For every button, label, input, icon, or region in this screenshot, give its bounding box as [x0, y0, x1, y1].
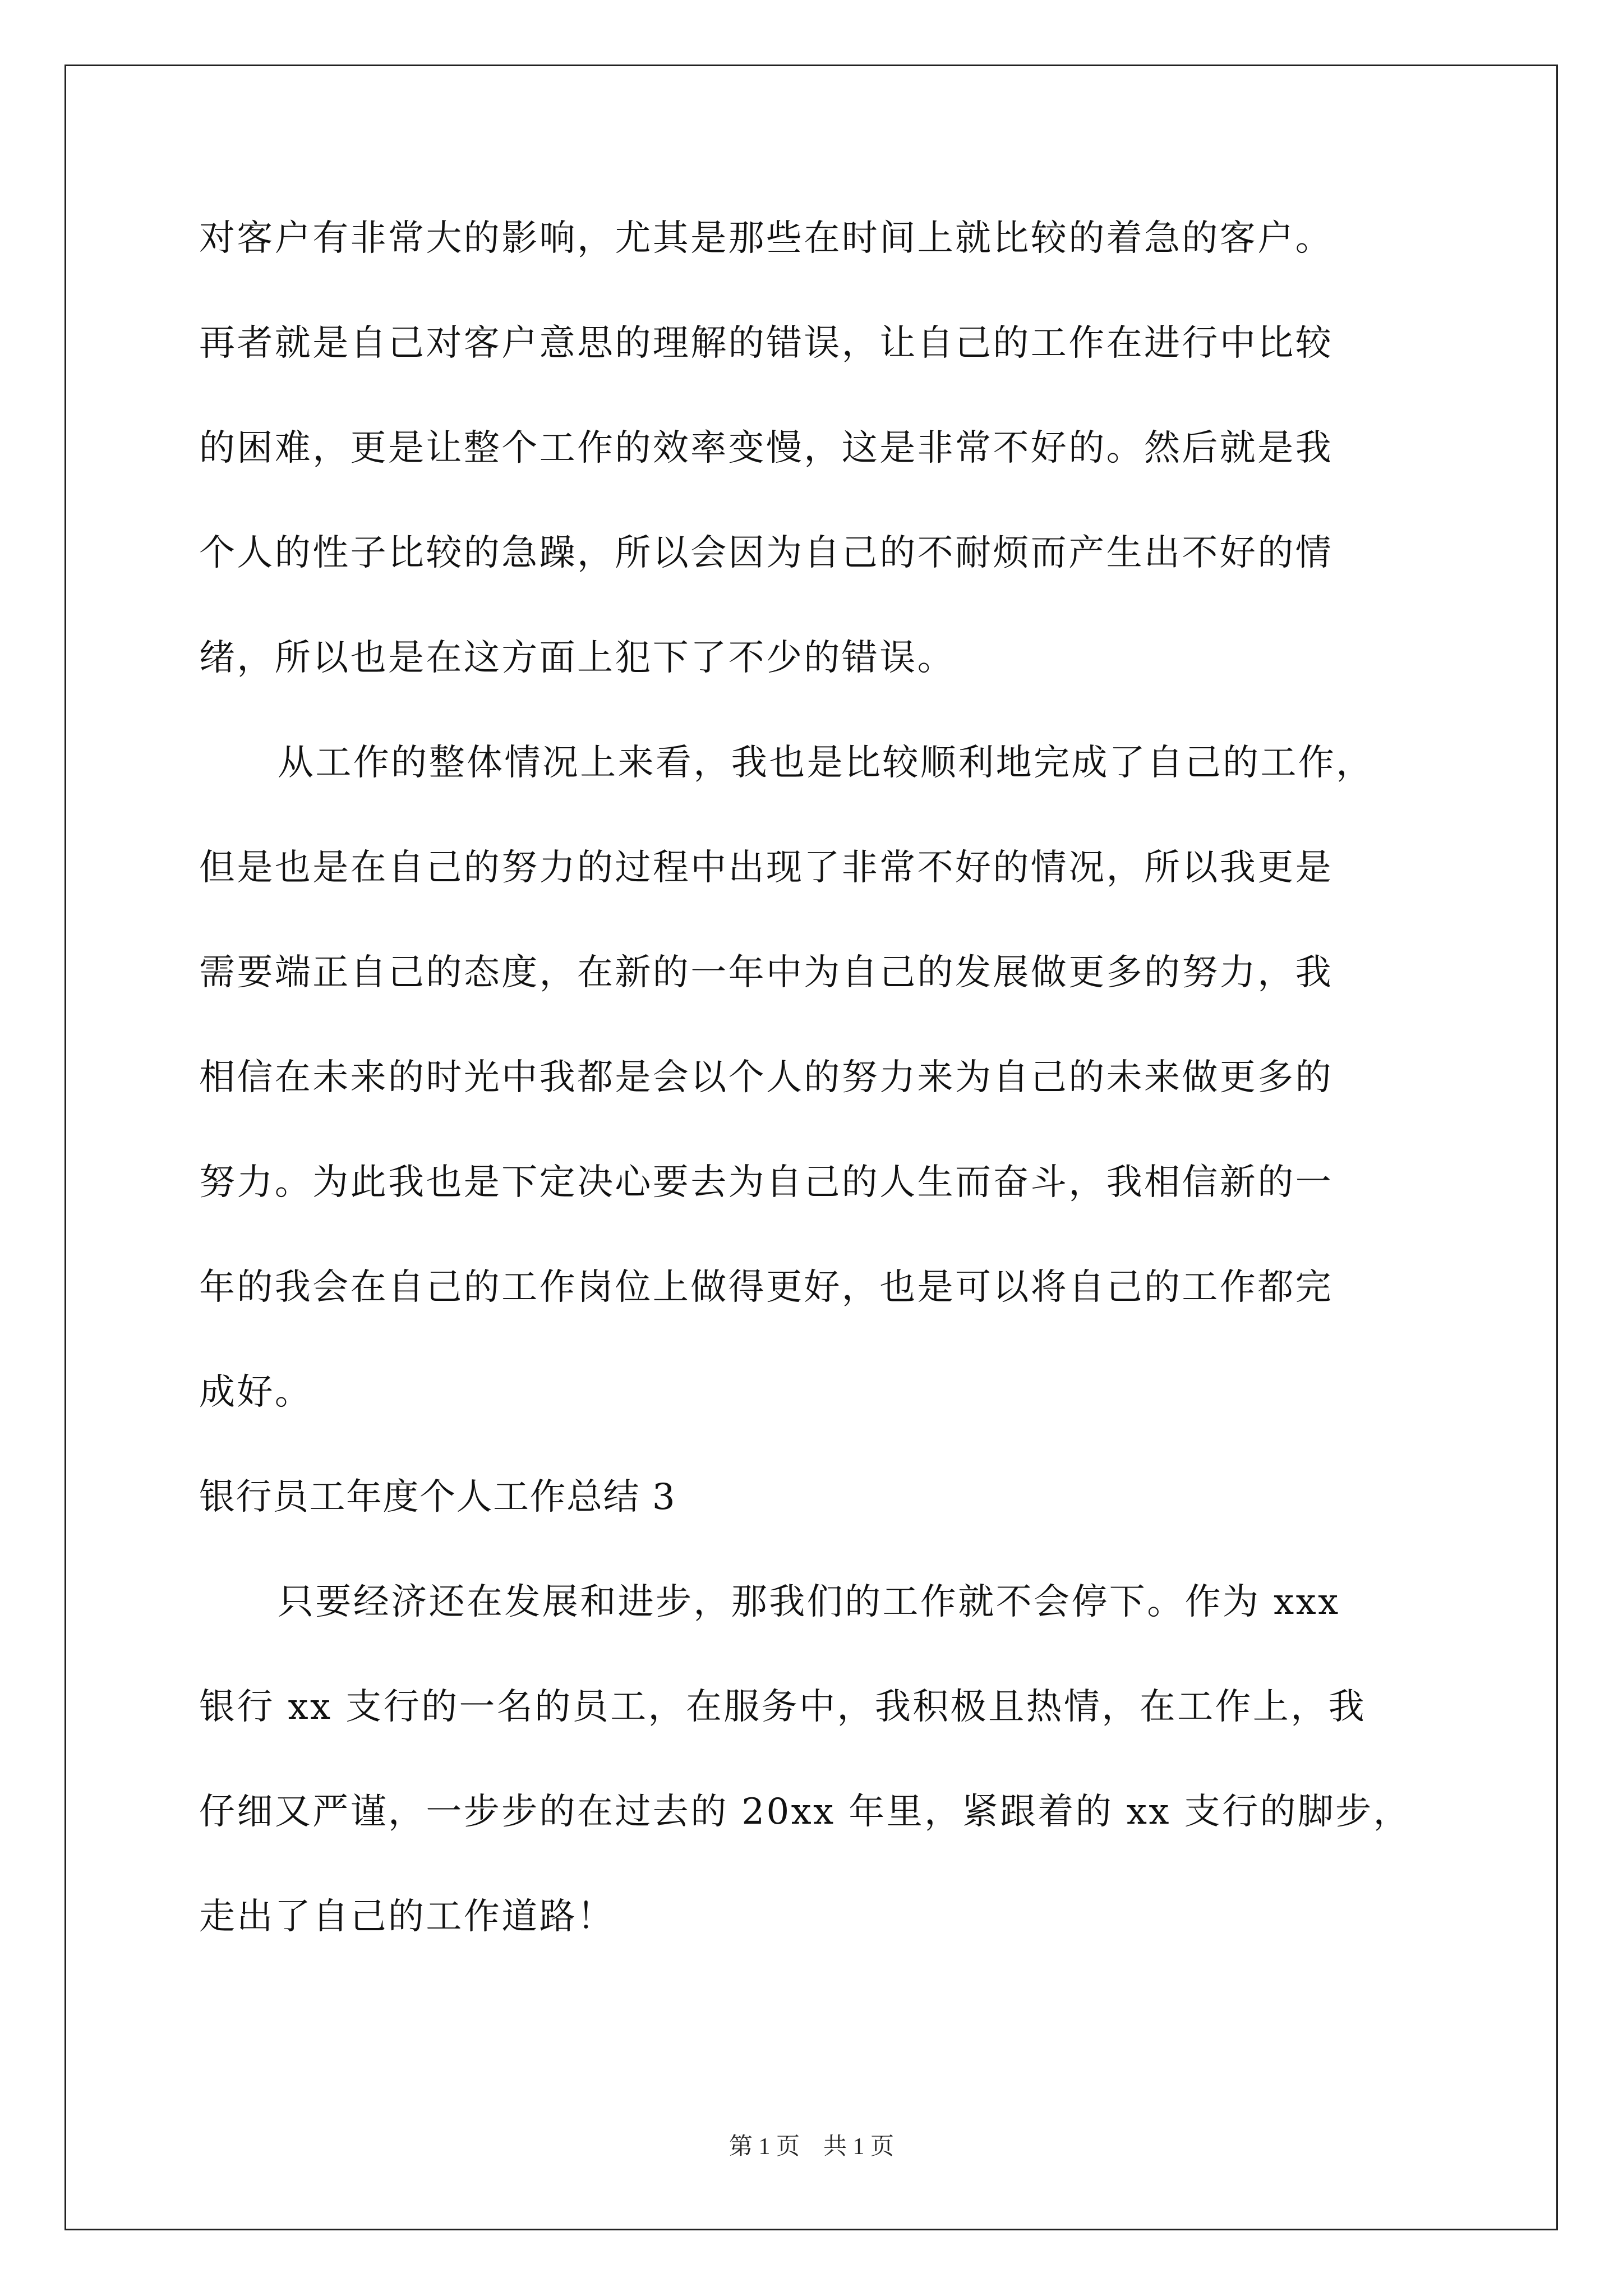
section-heading: 银行员工年度个人工作总结 3: [199, 1476, 676, 1518]
text-line: 需要端正自己的态度，在新的一年中为自己的发展做更多的努力，我: [199, 952, 1333, 993]
page-number-footer: 第 1 页 共 1 页: [728, 2134, 894, 2160]
paragraph-first-line: 从工作的整体情况上来看，我也是比较顺利地完成了自己的工作，: [278, 742, 1374, 784]
text-line: 相信在未来的时光中我都是会以个人的努力来为自己的未来做更多的: [199, 1057, 1333, 1098]
text-line: 的困难，更是让整个工作的效率变慢，这是非常不好的。然后就是我: [199, 427, 1333, 469]
document-body: [199, 210, 1433, 1994]
text-line: 成好。: [199, 1372, 313, 1413]
text-line: 再者就是自己对客户意思的理解的错误，让自己的工作在进行中比较: [199, 323, 1333, 364]
text-line: 对客户有非常大的影响，尤其是那些在时间上就比较的着急的客户。: [199, 218, 1333, 259]
text-line: 但是也是在自己的努力的过程中出现了非常不好的情况，所以我更是: [199, 847, 1333, 889]
text-line: 走出了自己的工作道路！: [199, 1896, 615, 1938]
text-line: 银行 xx 支行的一名的员工，在服务中，我积极且热情，在工作上，我: [199, 1686, 1367, 1728]
text-line: 个人的性子比较的急躁，所以会因为自己的不耐烦而产生出不好的情: [199, 532, 1333, 574]
text-line: 努力。为此我也是下定决心要去为自己的人生而奋斗，我相信新的一: [199, 1162, 1333, 1203]
paragraph-first-line: 只要经济还在发展和进步，那我们的工作就不会停下。作为 xxx: [278, 1581, 1340, 1623]
text-line: 年的我会在自己的工作岗位上做得更好，也是可以将自己的工作都完: [199, 1267, 1333, 1308]
text-line: 仔细又严谨，一步步的在过去的 20xx 年里，紧跟着的 xx 支行的脚步，: [199, 1791, 1411, 1833]
text-line: 绪，所以也是在这方面上犯下了不少的错误。: [199, 637, 955, 679]
